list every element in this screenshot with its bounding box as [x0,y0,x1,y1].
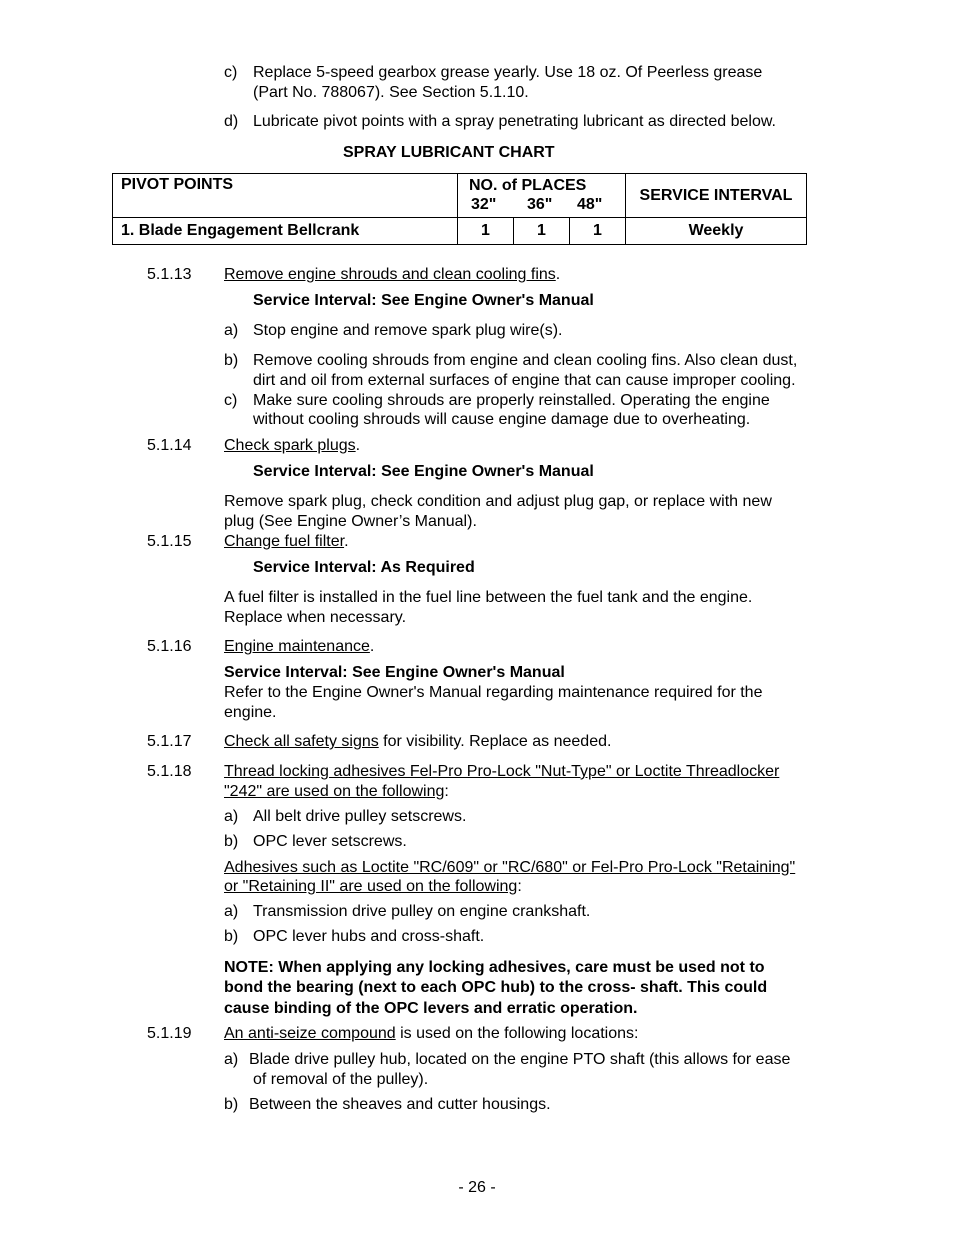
section-number: 5.1.19 [147,1025,192,1042]
header-number-of-places [458,174,626,218]
list-label-b: b) [224,833,239,850]
punct: : [444,783,449,800]
list-item-text: Lubricate pivot points with a spray penetrating lubricant as directed below. [253,113,776,130]
header-places-label: NO. of PLACES [469,177,587,194]
punct: . [355,437,361,454]
list-item-text: OPC lever hubs and cross-shaft. [253,928,485,945]
paragraph-line: Remove spark plug, check condition and adjust plug gap, or replace with new [224,493,772,510]
list-item-text: Blade drive pulley hub, located on the engine PTO shaft (this allows for ease [249,1051,791,1068]
list-label-b: b) [224,352,239,369]
section-title [224,265,560,285]
list-item-text: Remove cooling shrouds from engine and clean cooling fins. Also clean dust, [253,352,798,369]
service-interval: Service Interval: See Engine Owner's Manual [253,463,594,480]
list-label-a: a) [224,1051,239,1068]
section-title [224,1024,638,1044]
note-line: cause binding of the OPC levers and erratic operation. [224,1000,638,1017]
section-number: 5.1.17 [147,733,192,750]
section-title [224,532,349,552]
list-label-a: a) [224,903,239,920]
size-36: 36" [527,196,553,213]
row-places-48: 1 [570,218,626,245]
list-item-text: without cooling shrouds will cause engine damage due to overheating. [253,411,751,428]
section-title-rest: for visibility. Replace as needed. [378,733,612,750]
row-places-32: 1 [458,218,514,245]
list-label-b: b) [224,928,239,945]
section-title-line: Thread locking adhesives Fel-Pro Pro-Lock "Nut-Type" or Loctite Threadlocker [224,763,780,780]
paragraph-line: A fuel filter is installed in the fuel line between the fuel tank and the engine. [224,589,753,606]
size-48: 48" [577,196,603,213]
list-label-d: d) [224,113,239,130]
paragraph-line: engine. [224,704,277,721]
section-number: 5.1.13 [147,266,192,283]
section-title-text: "242" are used on the following [224,783,445,800]
list-item-text: Make sure cooling shrouds are properly reinstalled. Operating the engine [253,392,770,409]
row-pivot-name: 1. Blade Engagement Bellcrank [113,218,458,245]
page-number: - 26 - [458,1179,496,1196]
table-row [113,218,807,245]
list-label-a: a) [224,322,239,339]
list-item-text: (Part No. 788067). See Section 5.1.10. [253,84,529,101]
section-number: 5.1.15 [147,533,192,550]
section-title-text: Check spark plugs [224,437,356,454]
section-title-text: Remove engine shrouds and clean cooling fins [224,266,556,283]
header-pivot-points: PIVOT POINTS [113,174,458,218]
adhesive-line [224,877,522,897]
spray-lubricant-table [112,173,807,245]
table-header-row [113,174,807,218]
section-title-text: Engine maintenance [224,638,370,655]
paragraph-line: Replace when necessary. [224,609,407,626]
punct: . [555,266,561,283]
adhesive-line: Adhesives such as Loctite "RC/609" or "RC/680" or Fel-Pro Pro-Lock "Retaining" [224,859,796,876]
section-title [224,637,374,657]
section-title-text: An anti-seize compound [224,1025,396,1042]
list-label-c: c) [224,64,238,81]
row-places-36: 1 [514,218,570,245]
punct: . [369,638,375,655]
header-sizes [458,195,625,214]
section-title-line [224,782,449,802]
section-title-text: Check all safety signs [224,733,379,750]
section-number: 5.1.16 [147,638,192,655]
list-item-text: dirt and oil from external surfaces of engine that can cause improper cooling. [253,372,796,389]
note-line: bond the bearing (next to each OPC hub) to the cross- shaft. This could [224,979,768,996]
list-item-text: Replace 5-speed gearbox grease yearly. Use 18 oz. Of Peerless grease [253,64,763,81]
punct: : [517,878,522,895]
size-32: 32" [471,196,497,213]
list-item-text: Transmission drive pulley on engine crankshaft. [253,903,591,920]
list-label-c: c) [224,392,238,409]
list-label-b: b) [224,1096,239,1113]
list-item-text: of removal of the pulley). [253,1071,429,1088]
service-interval: Service Interval: As Required [253,559,475,576]
service-interval: Service Interval: See Engine Owner's Manual [253,292,594,309]
service-interval: Service Interval: See Engine Owner's Manual [224,664,565,681]
list-item-text: OPC lever setscrews. [253,833,407,850]
header-service-interval: SERVICE INTERVAL [626,174,807,218]
chart-title: SPRAY LUBRICANT CHART [343,144,555,161]
section-title-text: Change fuel filter [224,533,345,550]
note-line: NOTE: When applying any locking adhesives, care must be used not to [224,959,765,976]
list-label-a: a) [224,808,239,825]
section-title-rest: is used on the following locations: [395,1025,639,1042]
list-item-text: Stop engine and remove spark plug wire(s). [253,322,563,339]
paragraph-line: plug (See Engine Owner’s Manual). [224,513,477,530]
section-number: 5.1.18 [147,763,192,780]
list-item-text: Between the sheaves and cutter housings. [249,1096,551,1113]
punct: . [344,533,349,550]
list-item-text: All belt drive pulley setscrews. [253,808,467,825]
paragraph-line: Refer to the Engine Owner's Manual regarding maintenance required for the [224,684,763,701]
row-interval: Weekly [626,218,807,245]
section-number: 5.1.14 [147,437,192,454]
section-title [224,732,611,752]
section-title [224,436,360,456]
adhesive-text: or "Retaining II" are used on the following [224,878,518,895]
